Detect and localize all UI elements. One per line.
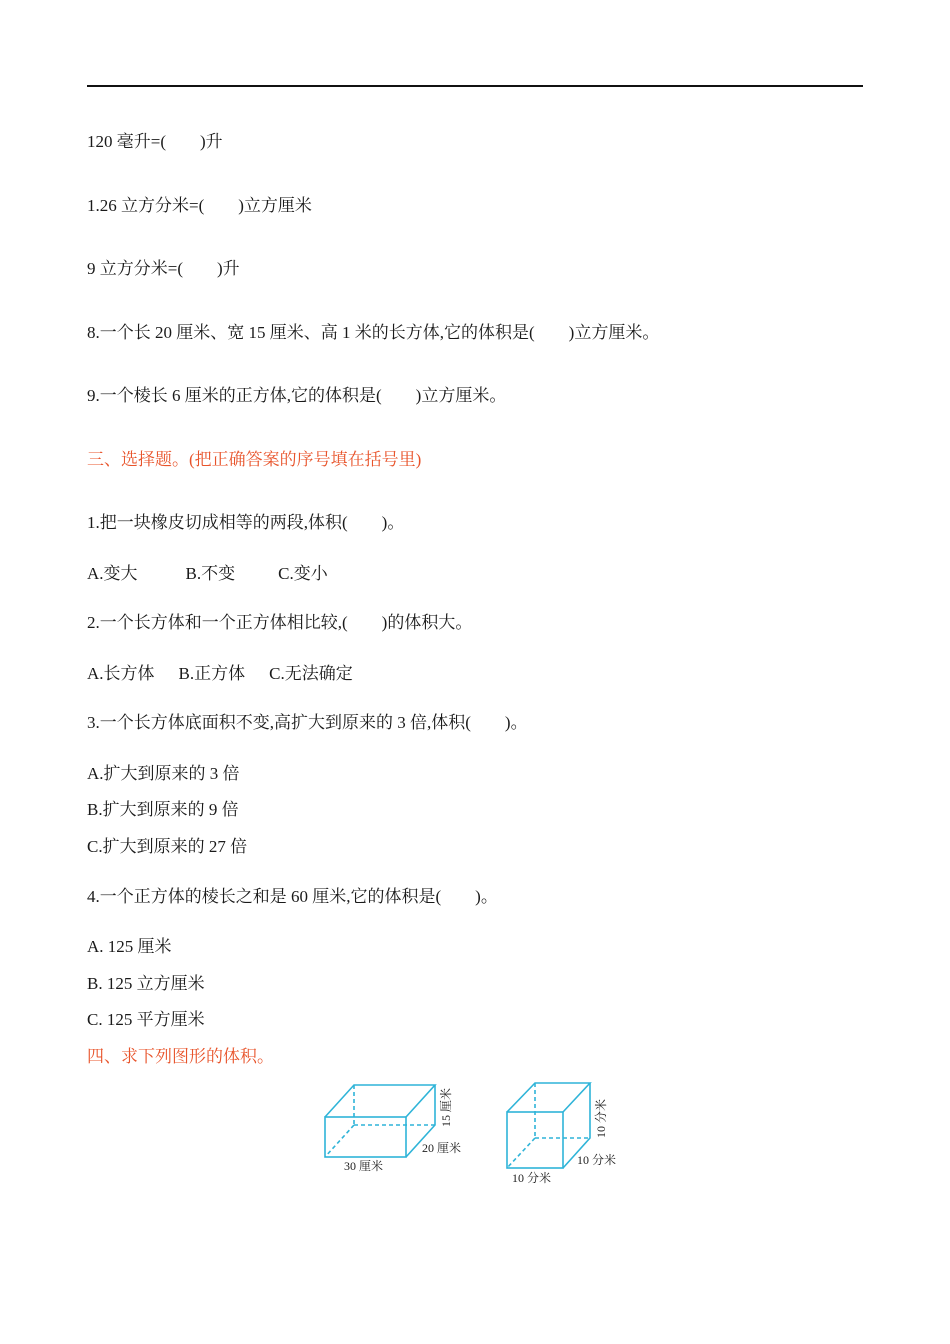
fill-question-9 xyxy=(87,386,506,406)
question-text-end: )。 xyxy=(381,513,405,532)
question-text-end: )。 xyxy=(475,887,498,906)
question-text: 3.一个长方体底面积不变,高扩大到原来的 3 倍,体积( xyxy=(87,713,471,732)
question-text: 4.一个正方体的棱长之和是 60 厘米,它的体积是( xyxy=(87,887,442,906)
height-label: 10 分米 xyxy=(594,1098,608,1138)
conversion-text: 120 毫升=( xyxy=(87,132,166,151)
width-label: 10 分米 xyxy=(577,1153,617,1167)
choice-question-4 xyxy=(87,887,498,907)
choice-question-2 xyxy=(87,613,472,633)
fill-question-8 xyxy=(87,323,659,343)
option-a[interactable]: A. 125 厘米 xyxy=(87,937,172,956)
choice-options-1 xyxy=(87,564,328,584)
section-3-heading: 三、选择题。(把正确答案的序号填在括号里) xyxy=(87,450,422,469)
option-b[interactable]: B.扩大到原来的 9 倍 xyxy=(87,800,239,819)
option-b[interactable]: B. 125 立方厘米 xyxy=(87,974,205,993)
option-c[interactable]: C. 125 平方厘米 xyxy=(87,1010,205,1029)
question-text: 9.一个棱长 6 厘米的正方体,它的体积是( xyxy=(87,386,382,405)
length-label: 30 厘米 xyxy=(344,1159,384,1173)
option-b[interactable]: B.正方体 xyxy=(178,664,246,683)
option-c[interactable]: C.变小 xyxy=(278,564,328,583)
conversion-item xyxy=(87,196,312,216)
option-c[interactable]: C.无法确定 xyxy=(269,664,353,683)
question-text-end: )。 xyxy=(504,713,528,732)
choice-options-2 xyxy=(87,664,353,684)
section-4-heading: 四、求下列图形的体积。 xyxy=(87,1047,274,1066)
conversion-item xyxy=(87,259,240,279)
conversion-unit: )升 xyxy=(200,132,223,151)
question-text-end: )立方厘米。 xyxy=(568,323,660,342)
option-c[interactable]: C.扩大到原来的 27 倍 xyxy=(87,837,248,856)
header-rule xyxy=(87,85,863,87)
conversion-unit: )立方厘米 xyxy=(238,196,312,215)
question-text: 8.一个长 20 厘米、宽 15 厘米、高 1 米的长方体,它的体积是( xyxy=(87,323,535,342)
option-b[interactable]: B.不变 xyxy=(185,564,236,583)
cuboid-figure xyxy=(310,1072,480,1182)
question-text-end: )立方厘米。 xyxy=(415,386,507,405)
choice-question-3 xyxy=(87,713,528,733)
length-label: 10 分米 xyxy=(512,1171,552,1185)
question-text: 1.把一块橡皮切成相等的两段,体积( xyxy=(87,513,348,532)
question-text: 2.一个长方体和一个正方体相比较,( xyxy=(87,613,348,632)
option-a[interactable]: A.扩大到原来的 3 倍 xyxy=(87,764,240,783)
conversion-item xyxy=(87,132,223,152)
option-a[interactable]: A.长方体 xyxy=(87,664,155,683)
choice-question-1 xyxy=(87,513,404,533)
height-label: 15 厘米 xyxy=(439,1087,453,1127)
conversion-text: 1.26 立方分米=( xyxy=(87,196,205,215)
width-label: 20 厘米 xyxy=(422,1141,462,1155)
question-text-end: )的体积大。 xyxy=(381,613,473,632)
option-a[interactable]: A.变大 xyxy=(87,564,138,583)
cube-figure xyxy=(495,1072,635,1192)
conversion-text: 9 立方分米=( xyxy=(87,259,183,278)
conversion-unit: )升 xyxy=(217,259,240,278)
